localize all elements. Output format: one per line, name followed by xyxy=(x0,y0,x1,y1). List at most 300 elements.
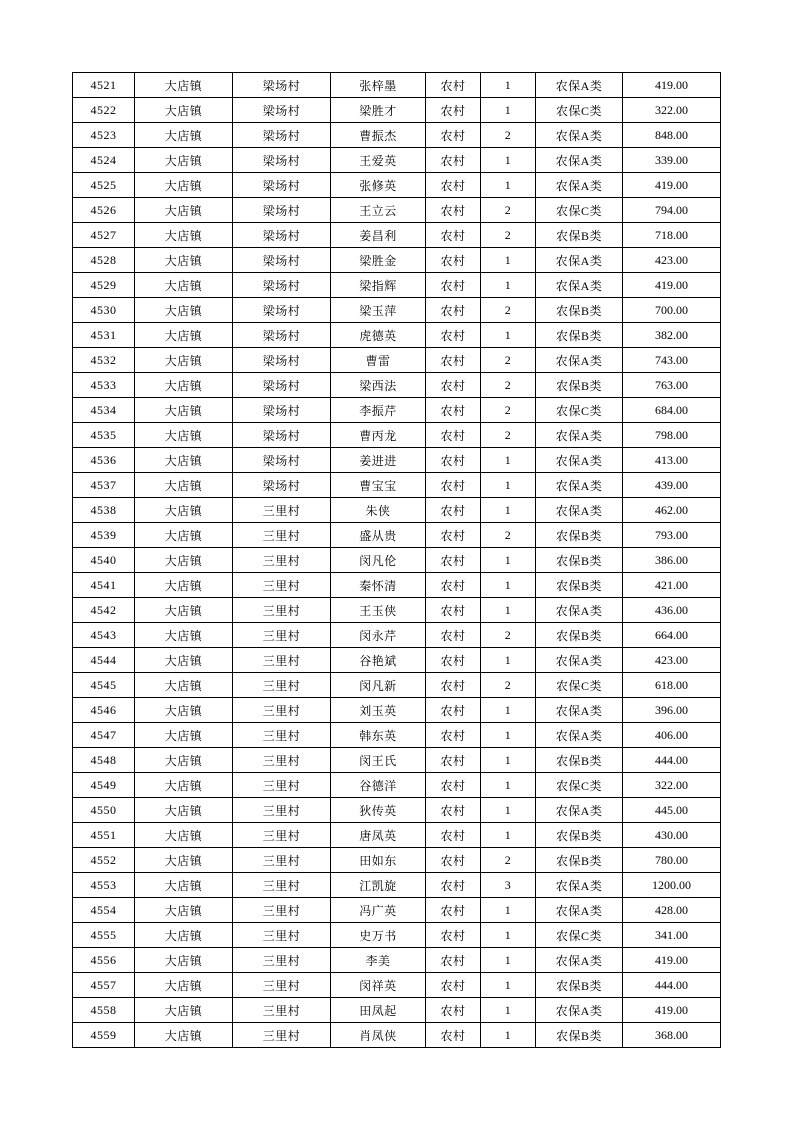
table-row xyxy=(73,198,721,223)
table-cell-insurance_type: 农保C类 xyxy=(536,198,623,223)
table-cell-count: 2 xyxy=(481,398,536,423)
table-cell-count: 2 xyxy=(481,373,536,398)
table-cell-name: 梁西法 xyxy=(331,373,426,398)
table-cell-amount: 436.00 xyxy=(623,598,721,623)
table-cell-count: 1 xyxy=(481,973,536,998)
table-cell-name: 梁玉萍 xyxy=(331,298,426,323)
table-cell-name: 曹丙龙 xyxy=(331,423,426,448)
table-cell-name: 王玉侠 xyxy=(331,598,426,623)
table-cell-town: 大店镇 xyxy=(135,423,233,448)
table-cell-name: 李振芹 xyxy=(331,398,426,423)
table-cell-village: 三里村 xyxy=(233,923,331,948)
table-cell-category: 农村 xyxy=(426,698,481,723)
table-cell-name: 李美 xyxy=(331,948,426,973)
table-cell-category: 农村 xyxy=(426,273,481,298)
table-cell-category: 农村 xyxy=(426,648,481,673)
table-row xyxy=(73,273,721,298)
table-cell-count: 2 xyxy=(481,298,536,323)
table-cell-count: 2 xyxy=(481,348,536,373)
table-cell-town: 大店镇 xyxy=(135,298,233,323)
table-cell-count: 1 xyxy=(481,273,536,298)
table-row xyxy=(73,523,721,548)
table-cell-serial: 4526 xyxy=(73,198,135,223)
table-cell-town: 大店镇 xyxy=(135,173,233,198)
table-row xyxy=(73,898,721,923)
table-row xyxy=(73,648,721,673)
table-cell-serial: 4527 xyxy=(73,223,135,248)
table-cell-count: 1 xyxy=(481,798,536,823)
table-cell-serial: 4529 xyxy=(73,273,135,298)
table-cell-serial: 4530 xyxy=(73,298,135,323)
table-cell-name: 朱侠 xyxy=(331,498,426,523)
table-cell-town: 大店镇 xyxy=(135,448,233,473)
table-cell-village: 梁场村 xyxy=(233,448,331,473)
table-cell-amount: 419.00 xyxy=(623,73,721,98)
table-cell-amount: 445.00 xyxy=(623,798,721,823)
table-cell-town: 大店镇 xyxy=(135,848,233,873)
table-cell-count: 1 xyxy=(481,473,536,498)
table-cell-amount: 439.00 xyxy=(623,473,721,498)
table-cell-insurance_type: 农保A类 xyxy=(536,873,623,898)
table-cell-town: 大店镇 xyxy=(135,898,233,923)
table-cell-village: 梁场村 xyxy=(233,73,331,98)
table-cell-amount: 406.00 xyxy=(623,723,721,748)
table-row xyxy=(73,548,721,573)
table-row xyxy=(73,723,721,748)
table-cell-serial: 4531 xyxy=(73,323,135,348)
table-cell-amount: 396.00 xyxy=(623,698,721,723)
table-cell-town: 大店镇 xyxy=(135,698,233,723)
table-cell-serial: 4532 xyxy=(73,348,135,373)
table-cell-town: 大店镇 xyxy=(135,373,233,398)
table-cell-amount: 794.00 xyxy=(623,198,721,223)
table-cell-count: 1 xyxy=(481,1023,536,1048)
table-cell-village: 梁场村 xyxy=(233,148,331,173)
table-cell-town: 大店镇 xyxy=(135,923,233,948)
table-cell-town: 大店镇 xyxy=(135,348,233,373)
table-cell-serial: 4546 xyxy=(73,698,135,723)
table-cell-village: 梁场村 xyxy=(233,123,331,148)
table-cell-insurance_type: 农保A类 xyxy=(536,998,623,1023)
table-cell-name: 韩东英 xyxy=(331,723,426,748)
table-row xyxy=(73,448,721,473)
table-cell-amount: 1200.00 xyxy=(623,873,721,898)
table-cell-serial: 4559 xyxy=(73,1023,135,1048)
table-cell-village: 梁场村 xyxy=(233,273,331,298)
table-cell-town: 大店镇 xyxy=(135,73,233,98)
table-row xyxy=(73,698,721,723)
table-cell-count: 1 xyxy=(481,923,536,948)
table-cell-town: 大店镇 xyxy=(135,948,233,973)
table-cell-category: 农村 xyxy=(426,373,481,398)
table-cell-serial: 4552 xyxy=(73,848,135,873)
table-cell-count: 2 xyxy=(481,123,536,148)
table-row xyxy=(73,1023,721,1048)
table-cell-amount: 664.00 xyxy=(623,623,721,648)
table-cell-serial: 4538 xyxy=(73,498,135,523)
table-row xyxy=(73,423,721,448)
table-cell-village: 三里村 xyxy=(233,823,331,848)
table-cell-serial: 4554 xyxy=(73,898,135,923)
table-cell-village: 三里村 xyxy=(233,548,331,573)
table-cell-category: 农村 xyxy=(426,98,481,123)
table-cell-amount: 743.00 xyxy=(623,348,721,373)
table-cell-amount: 419.00 xyxy=(623,173,721,198)
table-cell-name: 狄传英 xyxy=(331,798,426,823)
table-cell-insurance_type: 农保C类 xyxy=(536,673,623,698)
table-cell-town: 大店镇 xyxy=(135,148,233,173)
table-cell-village: 梁场村 xyxy=(233,248,331,273)
table-cell-serial: 4547 xyxy=(73,723,135,748)
table-row xyxy=(73,373,721,398)
table-cell-serial: 4533 xyxy=(73,373,135,398)
table-cell-amount: 413.00 xyxy=(623,448,721,473)
table-cell-amount: 419.00 xyxy=(623,998,721,1023)
table-cell-category: 农村 xyxy=(426,598,481,623)
table-cell-name: 史万书 xyxy=(331,923,426,948)
table-row xyxy=(73,873,721,898)
table-cell-name: 唐凤英 xyxy=(331,823,426,848)
table-cell-count: 1 xyxy=(481,823,536,848)
table-cell-category: 农村 xyxy=(426,823,481,848)
table-cell-amount: 618.00 xyxy=(623,673,721,698)
table-cell-serial: 4544 xyxy=(73,648,135,673)
table-cell-insurance_type: 农保A类 xyxy=(536,448,623,473)
table-cell-name: 谷德洋 xyxy=(331,773,426,798)
table-cell-category: 农村 xyxy=(426,248,481,273)
table-cell-serial: 4542 xyxy=(73,598,135,623)
table-row xyxy=(73,923,721,948)
table-cell-category: 农村 xyxy=(426,998,481,1023)
table-cell-village: 三里村 xyxy=(233,523,331,548)
table-cell-category: 农村 xyxy=(426,298,481,323)
table-cell-name: 张梓墨 xyxy=(331,73,426,98)
table-cell-insurance_type: 农保A类 xyxy=(536,348,623,373)
table-cell-count: 1 xyxy=(481,773,536,798)
table-cell-village: 三里村 xyxy=(233,648,331,673)
table-cell-name: 闵永芹 xyxy=(331,623,426,648)
table-cell-insurance_type: 农保C类 xyxy=(536,923,623,948)
table-cell-insurance_type: 农保A类 xyxy=(536,173,623,198)
table-cell-town: 大店镇 xyxy=(135,998,233,1023)
table-cell-category: 农村 xyxy=(426,973,481,998)
table-cell-insurance_type: 农保A类 xyxy=(536,798,623,823)
table-cell-town: 大店镇 xyxy=(135,473,233,498)
table-row xyxy=(73,323,721,348)
table-cell-name: 姜进进 xyxy=(331,448,426,473)
table-cell-insurance_type: 农保B类 xyxy=(536,848,623,873)
table-cell-insurance_type: 农保B类 xyxy=(536,298,623,323)
table-cell-village: 梁场村 xyxy=(233,323,331,348)
table-cell-village: 三里村 xyxy=(233,573,331,598)
table-cell-serial: 4543 xyxy=(73,623,135,648)
table-cell-name: 田如东 xyxy=(331,848,426,873)
table-cell-count: 2 xyxy=(481,423,536,448)
table-cell-serial: 4521 xyxy=(73,73,135,98)
table-cell-insurance_type: 农保A类 xyxy=(536,723,623,748)
table-cell-serial: 4522 xyxy=(73,98,135,123)
table-row xyxy=(73,848,721,873)
table-cell-category: 农村 xyxy=(426,548,481,573)
table-cell-town: 大店镇 xyxy=(135,798,233,823)
table-cell-count: 1 xyxy=(481,248,536,273)
table-cell-village: 三里村 xyxy=(233,848,331,873)
table-cell-town: 大店镇 xyxy=(135,598,233,623)
table-cell-insurance_type: 农保C类 xyxy=(536,98,623,123)
table-cell-category: 农村 xyxy=(426,723,481,748)
table-cell-amount: 419.00 xyxy=(623,273,721,298)
table-cell-count: 2 xyxy=(481,523,536,548)
table-cell-count: 1 xyxy=(481,723,536,748)
table-body xyxy=(73,73,721,1048)
table-cell-name: 谷艳斌 xyxy=(331,648,426,673)
table-cell-insurance_type: 农保A类 xyxy=(536,598,623,623)
table-cell-name: 闵凡新 xyxy=(331,673,426,698)
table-cell-name: 张修英 xyxy=(331,173,426,198)
table-cell-amount: 419.00 xyxy=(623,948,721,973)
table-cell-amount: 462.00 xyxy=(623,498,721,523)
table-cell-village: 三里村 xyxy=(233,948,331,973)
table-cell-insurance_type: 农保B类 xyxy=(536,223,623,248)
table-row xyxy=(73,598,721,623)
table-cell-name: 梁胜才 xyxy=(331,98,426,123)
table-cell-count: 2 xyxy=(481,673,536,698)
table-cell-village: 梁场村 xyxy=(233,473,331,498)
table-cell-village: 三里村 xyxy=(233,723,331,748)
table-cell-count: 2 xyxy=(481,198,536,223)
table-cell-serial: 4523 xyxy=(73,123,135,148)
table-cell-village: 三里村 xyxy=(233,898,331,923)
table-cell-count: 1 xyxy=(481,698,536,723)
table-cell-serial: 4525 xyxy=(73,173,135,198)
table-cell-name: 曹宝宝 xyxy=(331,473,426,498)
table-cell-village: 三里村 xyxy=(233,698,331,723)
table-cell-village: 梁场村 xyxy=(233,223,331,248)
table-cell-name: 肖凤侠 xyxy=(331,1023,426,1048)
table-cell-category: 农村 xyxy=(426,898,481,923)
table-cell-village: 三里村 xyxy=(233,1023,331,1048)
table-row xyxy=(73,98,721,123)
table-cell-name: 虎德英 xyxy=(331,323,426,348)
table-cell-name: 曹振杰 xyxy=(331,123,426,148)
table-cell-town: 大店镇 xyxy=(135,198,233,223)
table-row xyxy=(73,973,721,998)
table-row xyxy=(73,298,721,323)
table-cell-insurance_type: 农保A类 xyxy=(536,648,623,673)
table-cell-insurance_type: 农保B类 xyxy=(536,573,623,598)
table-cell-village: 三里村 xyxy=(233,673,331,698)
table-cell-category: 农村 xyxy=(426,473,481,498)
table-cell-insurance_type: 农保A类 xyxy=(536,148,623,173)
table-cell-insurance_type: 农保A类 xyxy=(536,473,623,498)
table-cell-insurance_type: 农保B类 xyxy=(536,823,623,848)
table-cell-amount: 421.00 xyxy=(623,573,721,598)
table-cell-insurance_type: 农保A类 xyxy=(536,898,623,923)
table-cell-serial: 4558 xyxy=(73,998,135,1023)
table-cell-name: 闵凡伦 xyxy=(331,548,426,573)
table-cell-category: 农村 xyxy=(426,448,481,473)
table-cell-amount: 428.00 xyxy=(623,898,721,923)
table-cell-count: 2 xyxy=(481,848,536,873)
table-cell-amount: 763.00 xyxy=(623,373,721,398)
table-cell-count: 2 xyxy=(481,623,536,648)
table-cell-count: 1 xyxy=(481,998,536,1023)
table-cell-name: 江凯旋 xyxy=(331,873,426,898)
table-cell-count: 1 xyxy=(481,498,536,523)
table-cell-village: 梁场村 xyxy=(233,348,331,373)
table-cell-amount: 798.00 xyxy=(623,423,721,448)
table-cell-insurance_type: 农保B类 xyxy=(536,323,623,348)
table-row xyxy=(73,123,721,148)
table-cell-serial: 4536 xyxy=(73,448,135,473)
table-cell-amount: 322.00 xyxy=(623,773,721,798)
table-row xyxy=(73,473,721,498)
table-cell-town: 大店镇 xyxy=(135,523,233,548)
table-cell-category: 农村 xyxy=(426,323,481,348)
table-cell-serial: 4535 xyxy=(73,423,135,448)
table-cell-insurance_type: 农保B类 xyxy=(536,523,623,548)
table-cell-town: 大店镇 xyxy=(135,498,233,523)
table-cell-village: 梁场村 xyxy=(233,423,331,448)
table-cell-name: 秦怀清 xyxy=(331,573,426,598)
table-cell-town: 大店镇 xyxy=(135,773,233,798)
table-cell-count: 2 xyxy=(481,223,536,248)
table-cell-amount: 430.00 xyxy=(623,823,721,848)
table-cell-village: 三里村 xyxy=(233,773,331,798)
table-cell-amount: 386.00 xyxy=(623,548,721,573)
table-cell-category: 农村 xyxy=(426,948,481,973)
table-cell-village: 梁场村 xyxy=(233,398,331,423)
table-cell-serial: 4553 xyxy=(73,873,135,898)
table-cell-insurance_type: 农保B类 xyxy=(536,973,623,998)
table-cell-insurance_type: 农保A类 xyxy=(536,423,623,448)
table-cell-name: 梁指辉 xyxy=(331,273,426,298)
table-row xyxy=(73,773,721,798)
table-cell-amount: 700.00 xyxy=(623,298,721,323)
table-cell-count: 1 xyxy=(481,748,536,773)
table-row xyxy=(73,673,721,698)
table-cell-category: 农村 xyxy=(426,198,481,223)
table-cell-amount: 718.00 xyxy=(623,223,721,248)
table-cell-village: 三里村 xyxy=(233,498,331,523)
table-row xyxy=(73,748,721,773)
table-cell-village: 三里村 xyxy=(233,873,331,898)
table-cell-insurance_type: 农保A类 xyxy=(536,73,623,98)
table-cell-serial: 4537 xyxy=(73,473,135,498)
table-cell-town: 大店镇 xyxy=(135,323,233,348)
table-row xyxy=(73,398,721,423)
table-cell-village: 三里村 xyxy=(233,798,331,823)
table-cell-town: 大店镇 xyxy=(135,1023,233,1048)
table-cell-serial: 4524 xyxy=(73,148,135,173)
table-cell-town: 大店镇 xyxy=(135,273,233,298)
table-cell-count: 1 xyxy=(481,323,536,348)
table-cell-category: 农村 xyxy=(426,73,481,98)
table-row xyxy=(73,823,721,848)
table-cell-name: 梁胜金 xyxy=(331,248,426,273)
table-row xyxy=(73,948,721,973)
table-cell-serial: 4557 xyxy=(73,973,135,998)
table-cell-name: 田凤起 xyxy=(331,998,426,1023)
table-cell-town: 大店镇 xyxy=(135,648,233,673)
table-row xyxy=(73,223,721,248)
table-cell-name: 王爱英 xyxy=(331,148,426,173)
table-cell-category: 农村 xyxy=(426,1023,481,1048)
table-cell-village: 梁场村 xyxy=(233,198,331,223)
table-cell-serial: 4556 xyxy=(73,948,135,973)
table-cell-category: 农村 xyxy=(426,873,481,898)
table-cell-village: 三里村 xyxy=(233,598,331,623)
table-cell-category: 农村 xyxy=(426,623,481,648)
table-cell-amount: 780.00 xyxy=(623,848,721,873)
table-cell-name: 王立云 xyxy=(331,198,426,223)
table-cell-serial: 4545 xyxy=(73,673,135,698)
table-cell-town: 大店镇 xyxy=(135,723,233,748)
table-cell-village: 三里村 xyxy=(233,623,331,648)
table-cell-count: 1 xyxy=(481,148,536,173)
table-cell-amount: 423.00 xyxy=(623,248,721,273)
table-cell-insurance_type: 农保B类 xyxy=(536,1023,623,1048)
table-cell-count: 1 xyxy=(481,98,536,123)
table-cell-town: 大店镇 xyxy=(135,973,233,998)
table-row xyxy=(73,73,721,98)
table-cell-town: 大店镇 xyxy=(135,748,233,773)
table-row xyxy=(73,798,721,823)
table-cell-serial: 4555 xyxy=(73,923,135,948)
table-cell-amount: 423.00 xyxy=(623,648,721,673)
table-cell-serial: 4551 xyxy=(73,823,135,848)
table-cell-category: 农村 xyxy=(426,798,481,823)
table-cell-town: 大店镇 xyxy=(135,248,233,273)
table-cell-count: 1 xyxy=(481,598,536,623)
table-cell-category: 农村 xyxy=(426,773,481,798)
table-cell-insurance_type: 农保B类 xyxy=(536,748,623,773)
table-cell-insurance_type: 农保B类 xyxy=(536,548,623,573)
table-cell-category: 农村 xyxy=(426,748,481,773)
table-cell-serial: 4548 xyxy=(73,748,135,773)
table-cell-count: 1 xyxy=(481,898,536,923)
table-cell-insurance_type: 农保C类 xyxy=(536,398,623,423)
table-cell-town: 大店镇 xyxy=(135,823,233,848)
table-cell-insurance_type: 农保C类 xyxy=(536,773,623,798)
table-cell-amount: 684.00 xyxy=(623,398,721,423)
table-row xyxy=(73,173,721,198)
table-cell-insurance_type: 农保A类 xyxy=(536,123,623,148)
table-cell-serial: 4550 xyxy=(73,798,135,823)
subsidy-table xyxy=(72,72,721,1048)
table-cell-village: 三里村 xyxy=(233,748,331,773)
table-cell-town: 大店镇 xyxy=(135,873,233,898)
table-cell-serial: 4539 xyxy=(73,523,135,548)
table-cell-count: 1 xyxy=(481,73,536,98)
table-cell-category: 农村 xyxy=(426,223,481,248)
table-row xyxy=(73,148,721,173)
table-cell-serial: 4540 xyxy=(73,548,135,573)
table-cell-name: 刘玉英 xyxy=(331,698,426,723)
table-cell-count: 1 xyxy=(481,448,536,473)
table-cell-category: 农村 xyxy=(426,423,481,448)
table-cell-town: 大店镇 xyxy=(135,548,233,573)
table-cell-amount: 339.00 xyxy=(623,148,721,173)
table-cell-insurance_type: 农保A类 xyxy=(536,498,623,523)
table-cell-town: 大店镇 xyxy=(135,223,233,248)
table-cell-town: 大店镇 xyxy=(135,123,233,148)
table-cell-town: 大店镇 xyxy=(135,623,233,648)
table-cell-count: 3 xyxy=(481,873,536,898)
table-cell-name: 冯广英 xyxy=(331,898,426,923)
table-cell-insurance_type: 农保A类 xyxy=(536,248,623,273)
table-cell-village: 梁场村 xyxy=(233,173,331,198)
